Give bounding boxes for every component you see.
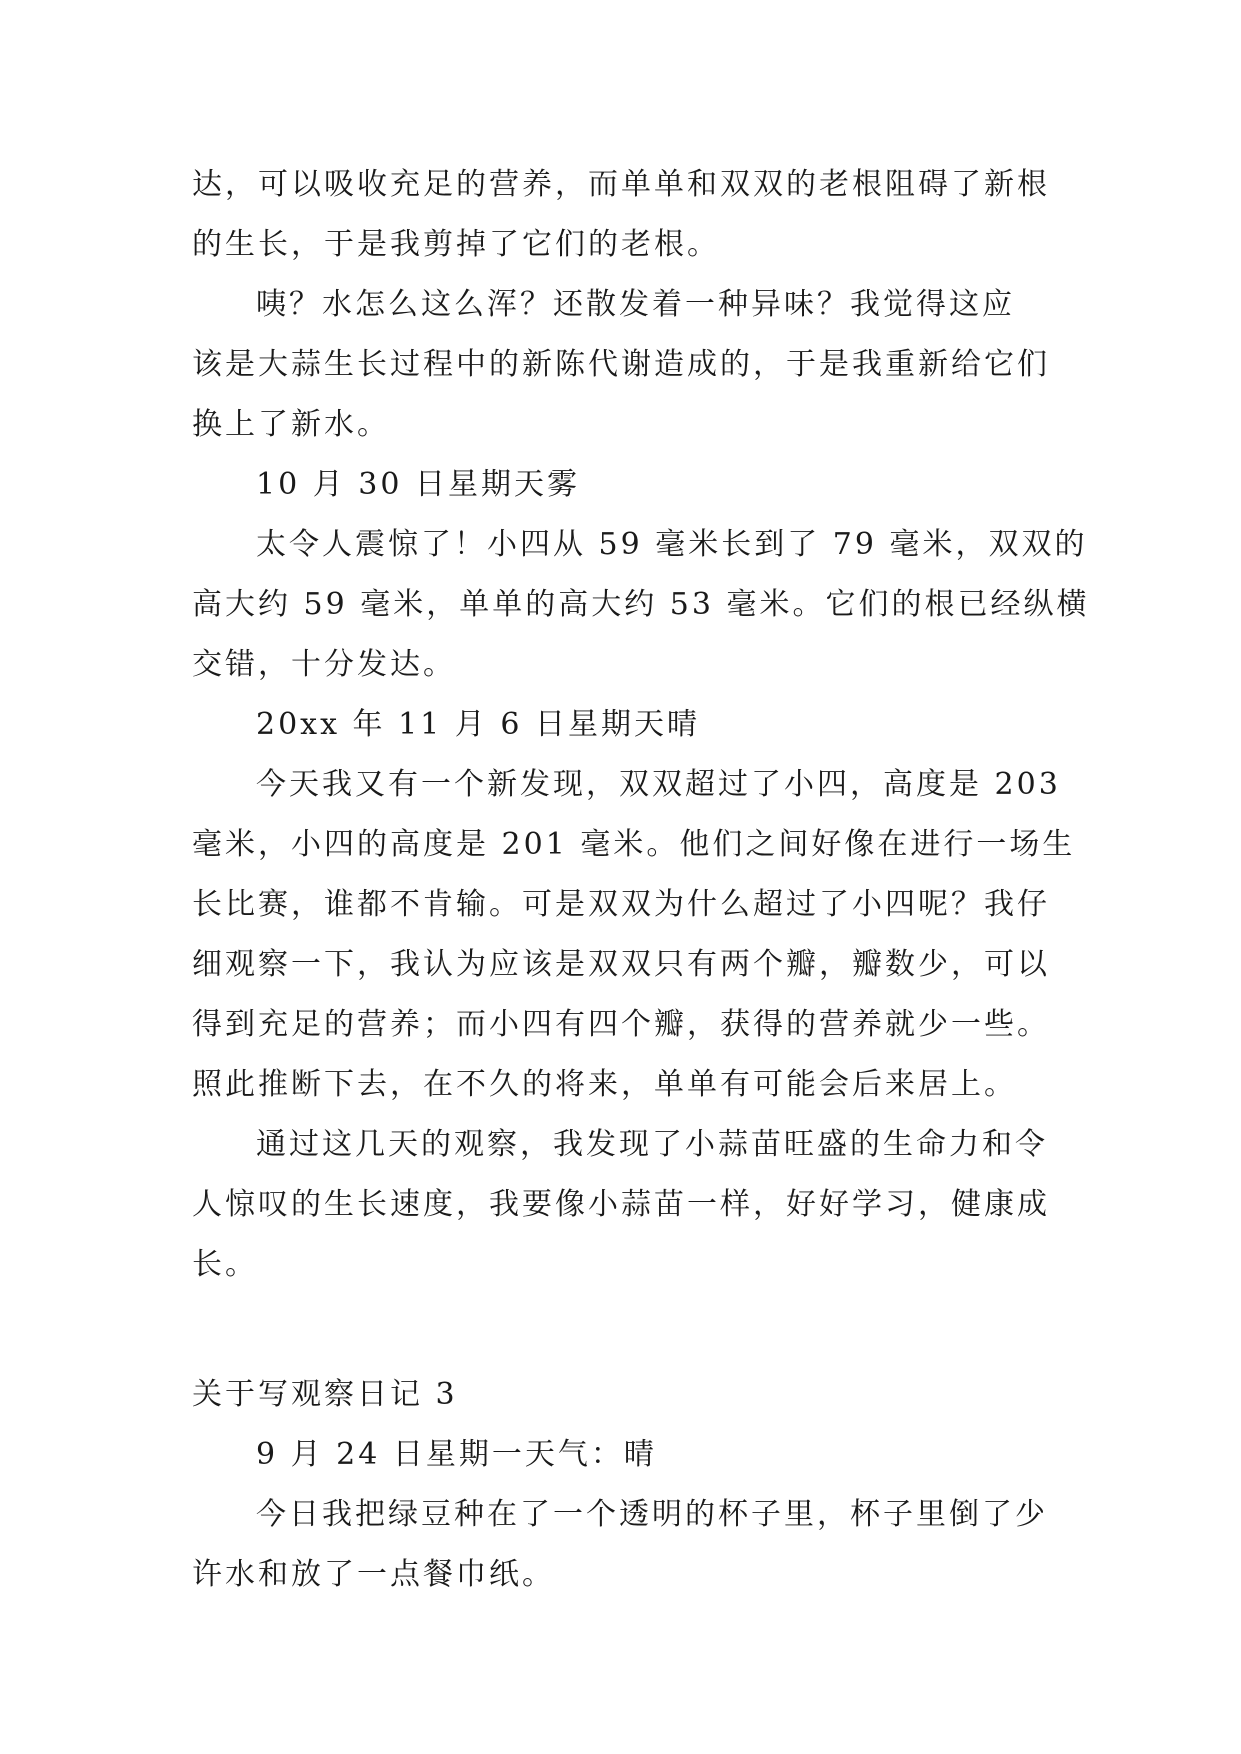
diary-date-heading: 20xx 年 11 月 6 日星期天晴 <box>256 707 700 742</box>
paragraph-line: 通过这几天的观察，我发现了小蒜苗旺盛的生命力和令 <box>256 1127 1048 1162</box>
paragraph-line: 照此推断下去，在不久的将来，单单有可能会后来居上。 <box>192 1067 1017 1102</box>
paragraph-line: 今天我又有一个新发现，双双超过了小四，高度是 203 <box>256 767 1061 802</box>
paragraph-line: 太令人震惊了！小四从 59 毫米长到了 79 毫米，双双的 <box>256 527 1088 562</box>
section-title: 关于写观察日记 3 <box>192 1377 458 1412</box>
paragraph-line: 交错，十分发达。 <box>192 647 456 682</box>
document-body <box>192 155 1090 1605</box>
diary-date-heading: 10 月 30 日星期天雾 <box>256 467 580 502</box>
paragraph-line: 该是大蒜生长过程中的新陈代谢造成的，于是我重新给它们 <box>192 347 1050 382</box>
paragraph-line: 换上了新水。 <box>192 407 390 442</box>
paragraph-line: 的生长，于是我剪掉了它们的老根。 <box>192 227 720 262</box>
paragraph-line: 毫米，小四的高度是 201 毫米。他们之间好像在进行一场生 <box>192 827 1076 862</box>
section-gap <box>192 1295 1072 1365</box>
paragraph-line: 人惊叹的生长速度，我要像小蒜苗一样，好好学习，健康成 <box>192 1187 1050 1222</box>
paragraph-line: 达，可以吸收充足的营养，而单单和双双的老根阻碍了新根 <box>192 167 1050 202</box>
paragraph-line: 今日我把绿豆种在了一个透明的杯子里，杯子里倒了少 <box>256 1497 1048 1532</box>
diary-date-heading: 9 月 24 日星期一天气：晴 <box>256 1437 657 1472</box>
paragraph-line: 长。 <box>192 1247 258 1282</box>
paragraph-line: 细观察一下，我认为应该是双双只有两个瓣，瓣数少，可以 <box>192 947 1050 982</box>
paragraph-line: 许水和放了一点餐巾纸。 <box>192 1557 555 1592</box>
paragraph-line: 高大约 59 毫米，单单的高大约 53 毫米。它们的根已经纵横 <box>192 587 1090 622</box>
paragraph-line: 咦？水怎么这么浑？还散发着一种异味？我觉得这应 <box>256 287 1015 322</box>
paragraph-line: 得到充足的营养；而小四有四个瓣，获得的营养就少一些。 <box>192 1007 1050 1042</box>
paragraph-line: 长比赛，谁都不肯输。可是双双为什么超过了小四呢？我仔 <box>192 887 1050 922</box>
